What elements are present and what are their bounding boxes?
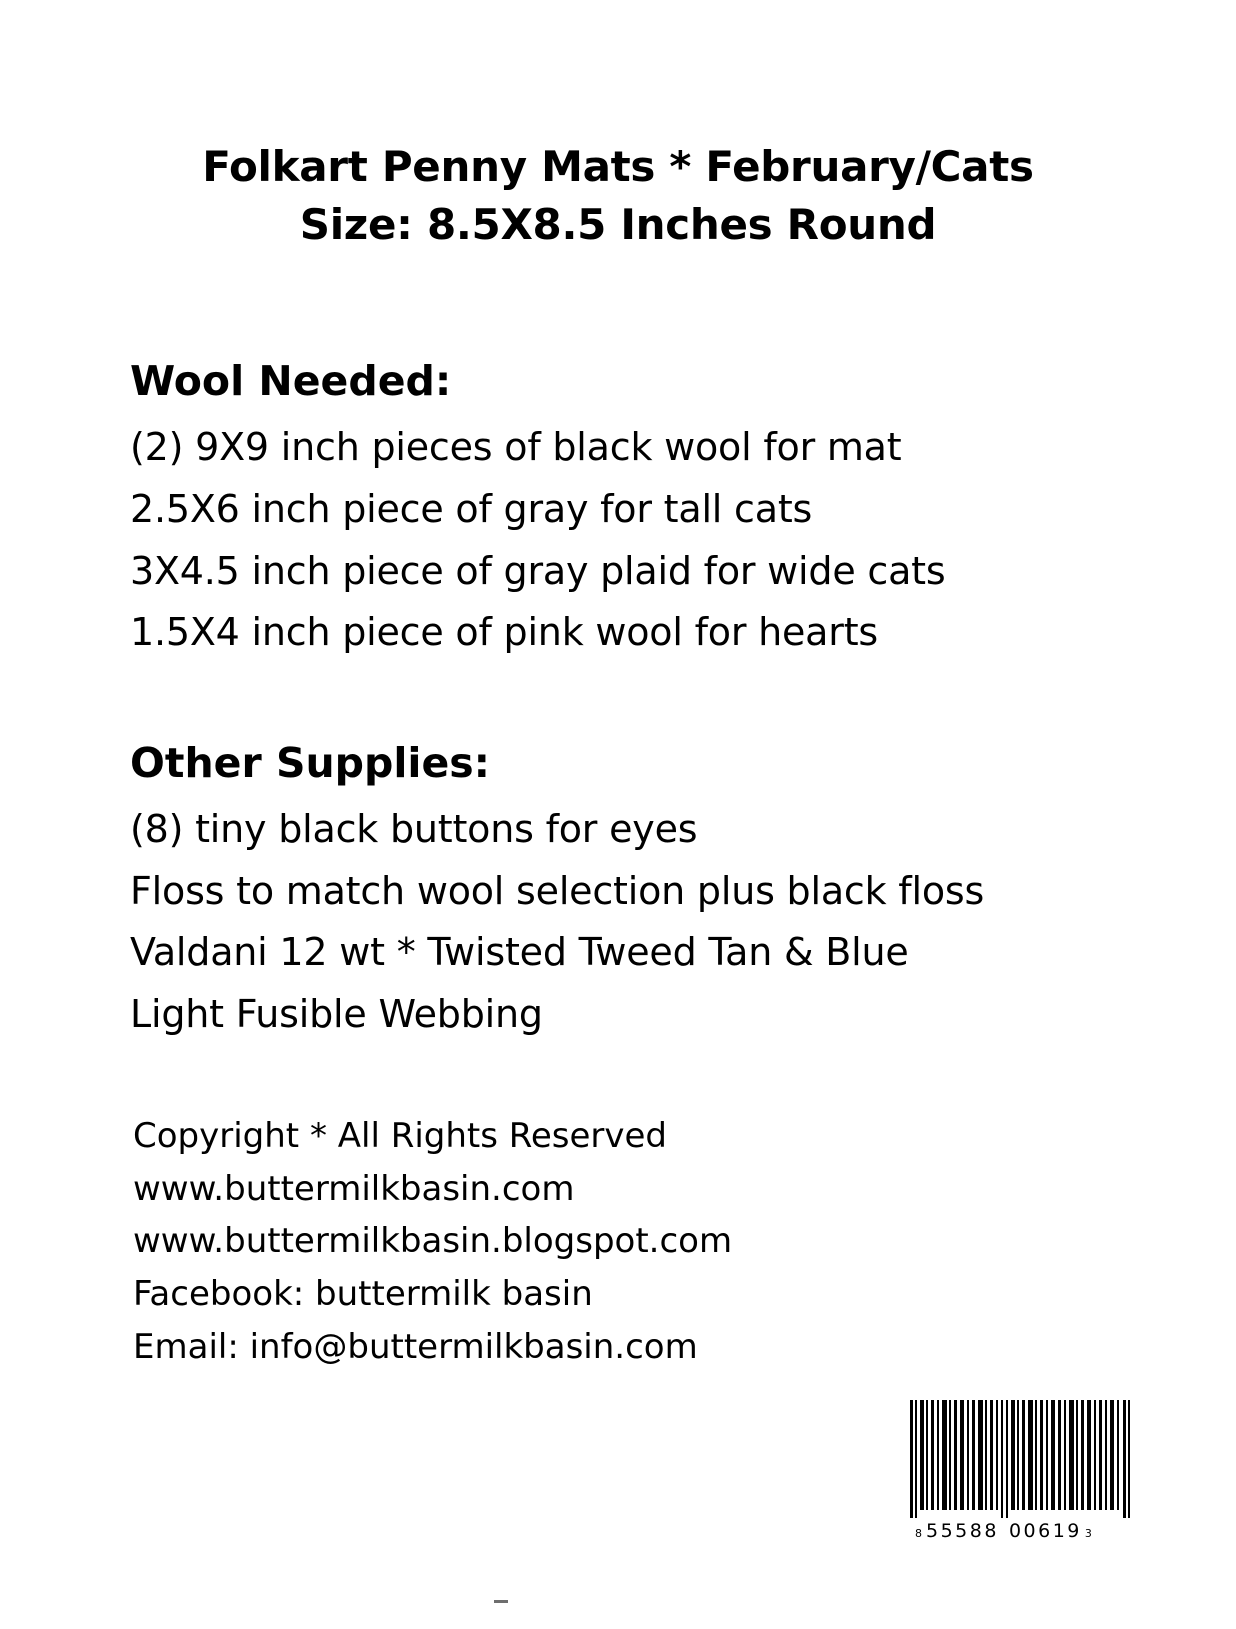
other-line-3: Valdani 12 wt * Twisted Tweed Tan & Blue — [130, 930, 909, 975]
barcode-digits — [910, 1520, 1140, 1542]
barcode-right-digit: 3 — [1084, 1527, 1093, 1540]
footer-contact-info — [133, 1110, 1133, 1373]
barcode-main-left: 55588 — [926, 1520, 999, 1542]
barcode — [910, 1400, 1140, 1542]
website-link[interactable]: www.buttermilkbasin.com — [133, 1168, 575, 1209]
other-line-4: Light Fusible Webbing — [130, 991, 543, 1036]
section-other-supplies — [130, 734, 1140, 1046]
barcode-left-digit: 8 — [915, 1527, 923, 1540]
facebook-handle[interactable]: Facebook: buttermilk basin — [133, 1274, 593, 1315]
supplies-content — [130, 352, 1140, 1045]
barcode-bars-icon — [910, 1400, 1135, 1518]
section-spacer — [130, 664, 1140, 734]
page-edge-mark — [494, 1600, 508, 1603]
title-line-2: Size: 8.5X8.5 Inches Round — [299, 199, 937, 249]
other-line-1: (8) tiny black buttons for eyes — [130, 807, 698, 852]
wool-line-4: 1.5X4 inch piece of pink wool for hearts — [130, 610, 878, 655]
copyright-notice: Copyright * All Rights Reserved — [133, 1116, 668, 1156]
other-line-2: Floss to match wool selection plus black floss — [130, 868, 985, 913]
title-line-1: Folkart Penny Mats * February/Cats — [202, 142, 1034, 191]
email-link[interactable]: Email: info@buttermilkbasin.com — [133, 1326, 698, 1367]
section-wool-needed — [130, 352, 1140, 664]
barcode-main-right: 00619 — [1008, 1520, 1082, 1542]
blog-link[interactable]: www.buttermilkbasin.blogspot.com — [133, 1221, 733, 1262]
wool-line-3: 3X4.5 inch piece of gray plaid for wide cats — [130, 548, 946, 593]
section-heading-wool: Wool Needed: — [130, 357, 452, 405]
wool-line-2: 2.5X6 inch piece of gray for tall cats — [130, 486, 813, 531]
wool-line-1: (2) 9X9 inch pieces of black wool for mat — [130, 425, 902, 470]
section-heading-other: Other Supplies: — [130, 738, 491, 787]
page-title — [0, 138, 1236, 254]
